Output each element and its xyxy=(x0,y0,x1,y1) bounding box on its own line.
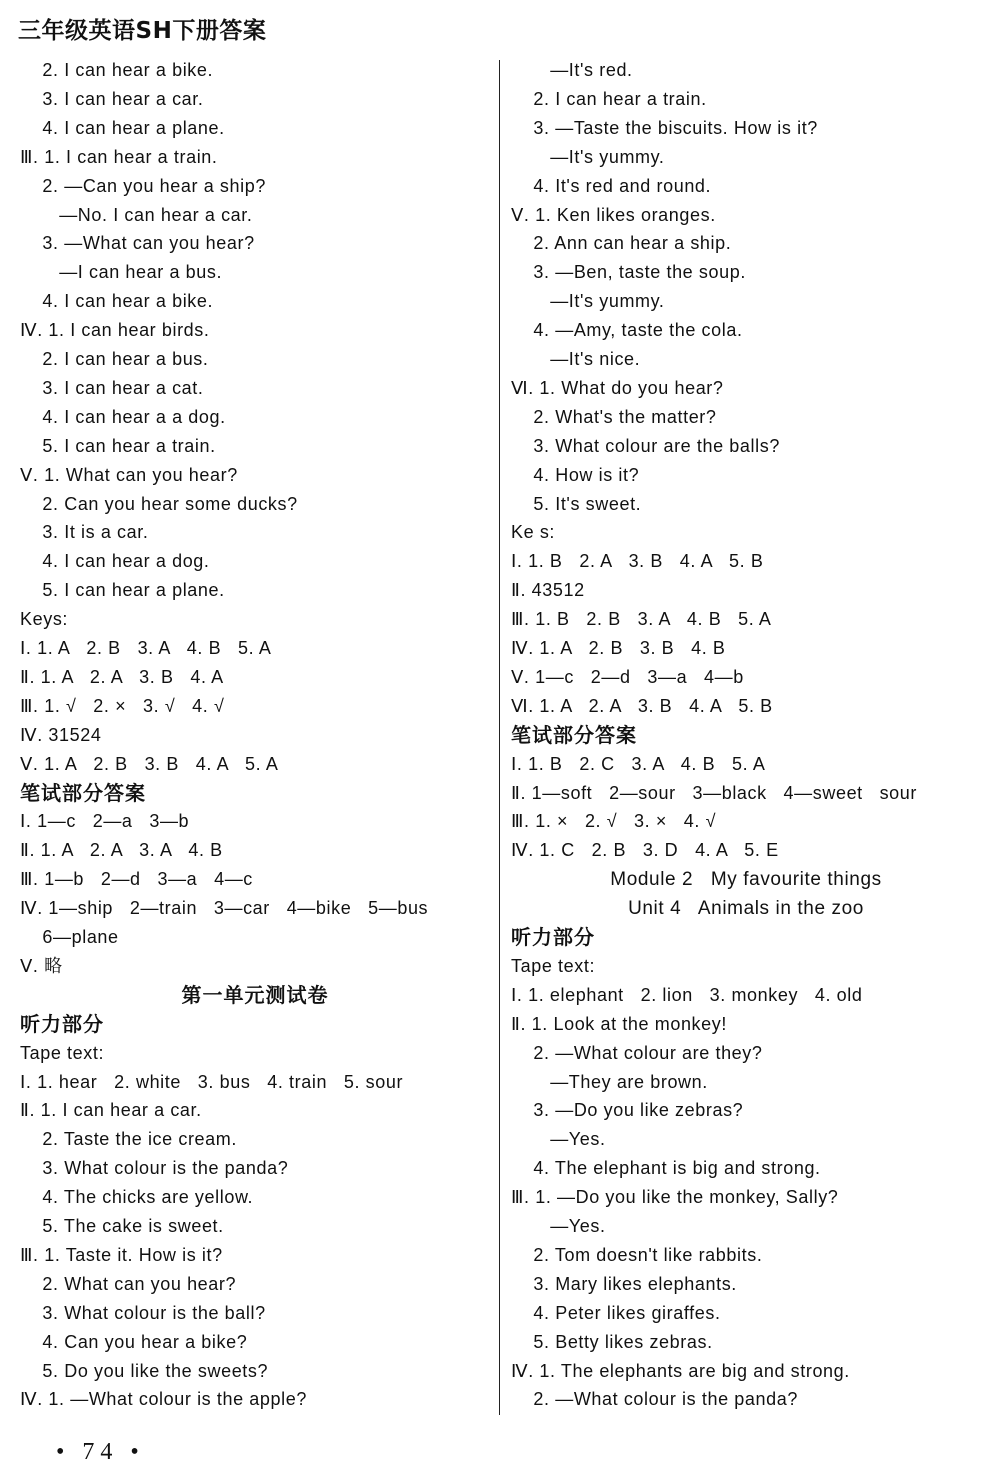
text-line: Tape text: xyxy=(511,955,596,976)
text-line: 2. I can hear a bus. xyxy=(20,349,209,369)
text-line: Ⅰ. 1. B 2. A 3. B 4. A 5. B xyxy=(511,551,764,572)
section-heading: 听力部分 xyxy=(511,925,595,949)
text-line: 5. Do you like the sweets? xyxy=(20,1360,269,1381)
section-heading: 笔试部分答案 xyxy=(20,780,146,805)
text-line: Ⅵ. 1. What do you hear? xyxy=(511,377,724,398)
text-line: 5. Betty likes zebras. xyxy=(511,1331,713,1352)
section-heading: 听力部分 xyxy=(20,1011,104,1036)
text-line: 2. What can you hear? xyxy=(20,1273,237,1294)
text-line: Ⅱ. 1. A 2. A 3. B 4. A xyxy=(20,666,224,687)
text-line: Ⅱ. 1—soft 2—sour 3—black 4—sweet sour xyxy=(511,782,918,803)
text-line: Ke s: xyxy=(511,522,556,543)
text-line: 3. I can hear a car. xyxy=(20,88,204,109)
text-line: 2. —What colour are they? xyxy=(511,1042,763,1063)
text-line: 3. It is a car. xyxy=(20,522,149,543)
text-line: 6—plane xyxy=(20,927,119,947)
text-line: Keys: xyxy=(20,609,69,630)
text-line: 3. —What can you hear? xyxy=(20,233,255,254)
text-line: —It's yummy. xyxy=(511,146,665,167)
page-title: 三年级英语SH下册答案 xyxy=(18,18,267,44)
text-line: Ⅱ. 43512 xyxy=(511,580,585,601)
text-line: 4. —Amy, taste the cola. xyxy=(511,320,743,341)
text-line: Ⅴ. 略 xyxy=(20,955,63,976)
text-line: 2. I can hear a bike. xyxy=(20,60,214,80)
text-line: Ⅳ. 1. C 2. B 3. D 4. A 5. E xyxy=(511,840,779,861)
text-line: Ⅰ. 1. A 2. B 3. A 4. B 5. A xyxy=(20,638,272,658)
text-line: —It's red. xyxy=(511,60,633,80)
text-line: 2. —What colour is the panda? xyxy=(511,1389,798,1410)
text-line: 3. What colour are the balls? xyxy=(511,435,780,456)
text-line: —Yes. xyxy=(511,1129,606,1150)
text-line: 4. It's red and round. xyxy=(511,175,712,196)
text-line: Ⅲ. 1. Taste it. How is it? xyxy=(20,1244,223,1265)
text-line: 5. The cake is sweet. xyxy=(20,1216,224,1236)
text-line: Unit 4 Animals in the zoo xyxy=(628,898,864,920)
text-line: 5. I can hear a plane. xyxy=(20,580,225,601)
text-line: —No. I can hear a car. xyxy=(20,204,253,225)
text-line: Ⅲ. 1—b 2—d 3—a 4—c xyxy=(20,869,253,890)
text-line: Ⅳ. 1. The elephants are big and strong. xyxy=(511,1360,850,1381)
text-line: Module 2 My favourite things xyxy=(610,869,882,891)
text-line: Ⅲ. 1. —Do you like the monkey, Sally? xyxy=(511,1187,839,1208)
text-line: Ⅱ. 1. I can hear a car. xyxy=(20,1100,202,1121)
text-line: Ⅲ. 1. I can hear a train. xyxy=(20,146,218,167)
text-line: Ⅲ. 1. B 2. B 3. A 4. B 5. A xyxy=(511,609,772,630)
text-line: 4. I can hear a dog. xyxy=(20,551,210,572)
text-line: —It's yummy. xyxy=(511,291,665,312)
text-line: 4. I can hear a a dog. xyxy=(20,406,226,427)
text-line: 5. It's sweet. xyxy=(511,493,642,514)
text-line: Ⅰ. 1. elephant 2. lion 3. monkey 4. old xyxy=(511,984,863,1005)
text-line: 2. Ann can hear a ship. xyxy=(511,233,732,254)
text-line: Ⅲ. 1. √ 2. × 3. √ 4. √ xyxy=(20,695,225,716)
text-line: Ⅴ. 1. A 2. B 3. B 4. A 5. A xyxy=(20,753,279,774)
text-line: 3. What colour is the ball? xyxy=(20,1302,266,1323)
text-line: 3. What colour is the panda? xyxy=(20,1158,289,1179)
text-line: Tape text: xyxy=(20,1042,105,1063)
text-line: Ⅱ. 1. A 2. A 3. A 4. B xyxy=(20,840,223,861)
text-line: Ⅴ. 1. What can you hear? xyxy=(20,464,238,485)
text-line: 2. What's the matter? xyxy=(511,406,717,427)
column-divider xyxy=(499,60,500,1415)
text-line: 4. Peter likes giraffes. xyxy=(511,1302,721,1323)
text-line: 2. Tom doesn't like rabbits. xyxy=(511,1244,763,1265)
text-line: Ⅱ. 1. Look at the monkey! xyxy=(511,1013,727,1034)
text-line: 4. Can you hear a bike? xyxy=(20,1331,248,1352)
text-line: 4. The chicks are yellow. xyxy=(20,1187,254,1208)
text-line: Ⅲ. 1. × 2. √ 3. × 4. √ xyxy=(511,811,717,832)
text-line: Ⅵ. 1. A 2. A 3. B 4. A 5. B xyxy=(511,695,773,716)
text-line: 2. Can you hear some ducks? xyxy=(20,493,298,514)
text-line: Ⅰ. 1—c 2—a 3—b xyxy=(20,811,190,832)
text-line: 2. —Can you hear a ship? xyxy=(20,175,266,196)
text-line: —Yes. xyxy=(511,1216,606,1236)
text-line: 3. —Ben, taste the soup. xyxy=(511,262,746,283)
text-line: 2. Taste the ice cream. xyxy=(20,1129,237,1150)
text-line: Ⅳ. 1. I can hear birds. xyxy=(20,320,210,341)
text-line: Ⅳ. 31524 xyxy=(20,724,102,745)
text-line: 4. I can hear a plane. xyxy=(20,117,225,138)
text-line: Ⅰ. 1. hear 2. white 3. bus 4. train 5. sour xyxy=(20,1071,404,1092)
text-line: 4. How is it? xyxy=(511,464,640,485)
text-line: 5. I can hear a train. xyxy=(20,435,216,456)
section-heading: 第一单元测试卷 xyxy=(181,982,329,1007)
text-line: Ⅴ. 1—c 2—d 3—a 4—b xyxy=(511,666,744,687)
text-line: Ⅳ. 1. —What colour is the apple? xyxy=(20,1389,307,1410)
text-line: —I can hear a bus. xyxy=(20,262,223,283)
text-line: Ⅳ. 1—ship 2—train 3—car 4—bike 5—bus xyxy=(20,898,429,919)
page-number: • 74 • xyxy=(56,1439,145,1465)
text-line: Ⅳ. 1. A 2. B 3. B 4. B xyxy=(511,638,726,658)
section-heading: 笔试部分答案 xyxy=(511,722,637,747)
text-line: 4. The elephant is big and strong. xyxy=(511,1158,821,1179)
text-line: 3. —Do you like zebras? xyxy=(511,1100,744,1121)
text-line: 3. Mary likes elephants. xyxy=(511,1273,737,1294)
text-line: Ⅴ. 1. Ken likes oranges. xyxy=(511,204,716,225)
text-line: Ⅰ. 1. B 2. C 3. A 4. B 5. A xyxy=(511,753,766,774)
text-line: 3. I can hear a cat. xyxy=(20,377,204,398)
text-line: 2. I can hear a train. xyxy=(511,88,707,109)
text-line: —It's nice. xyxy=(511,349,641,369)
text-line: —They are brown. xyxy=(511,1071,708,1092)
text-line: 4. I can hear a bike. xyxy=(20,291,214,312)
text-line: 3. —Taste the biscuits. How is it? xyxy=(511,117,818,138)
